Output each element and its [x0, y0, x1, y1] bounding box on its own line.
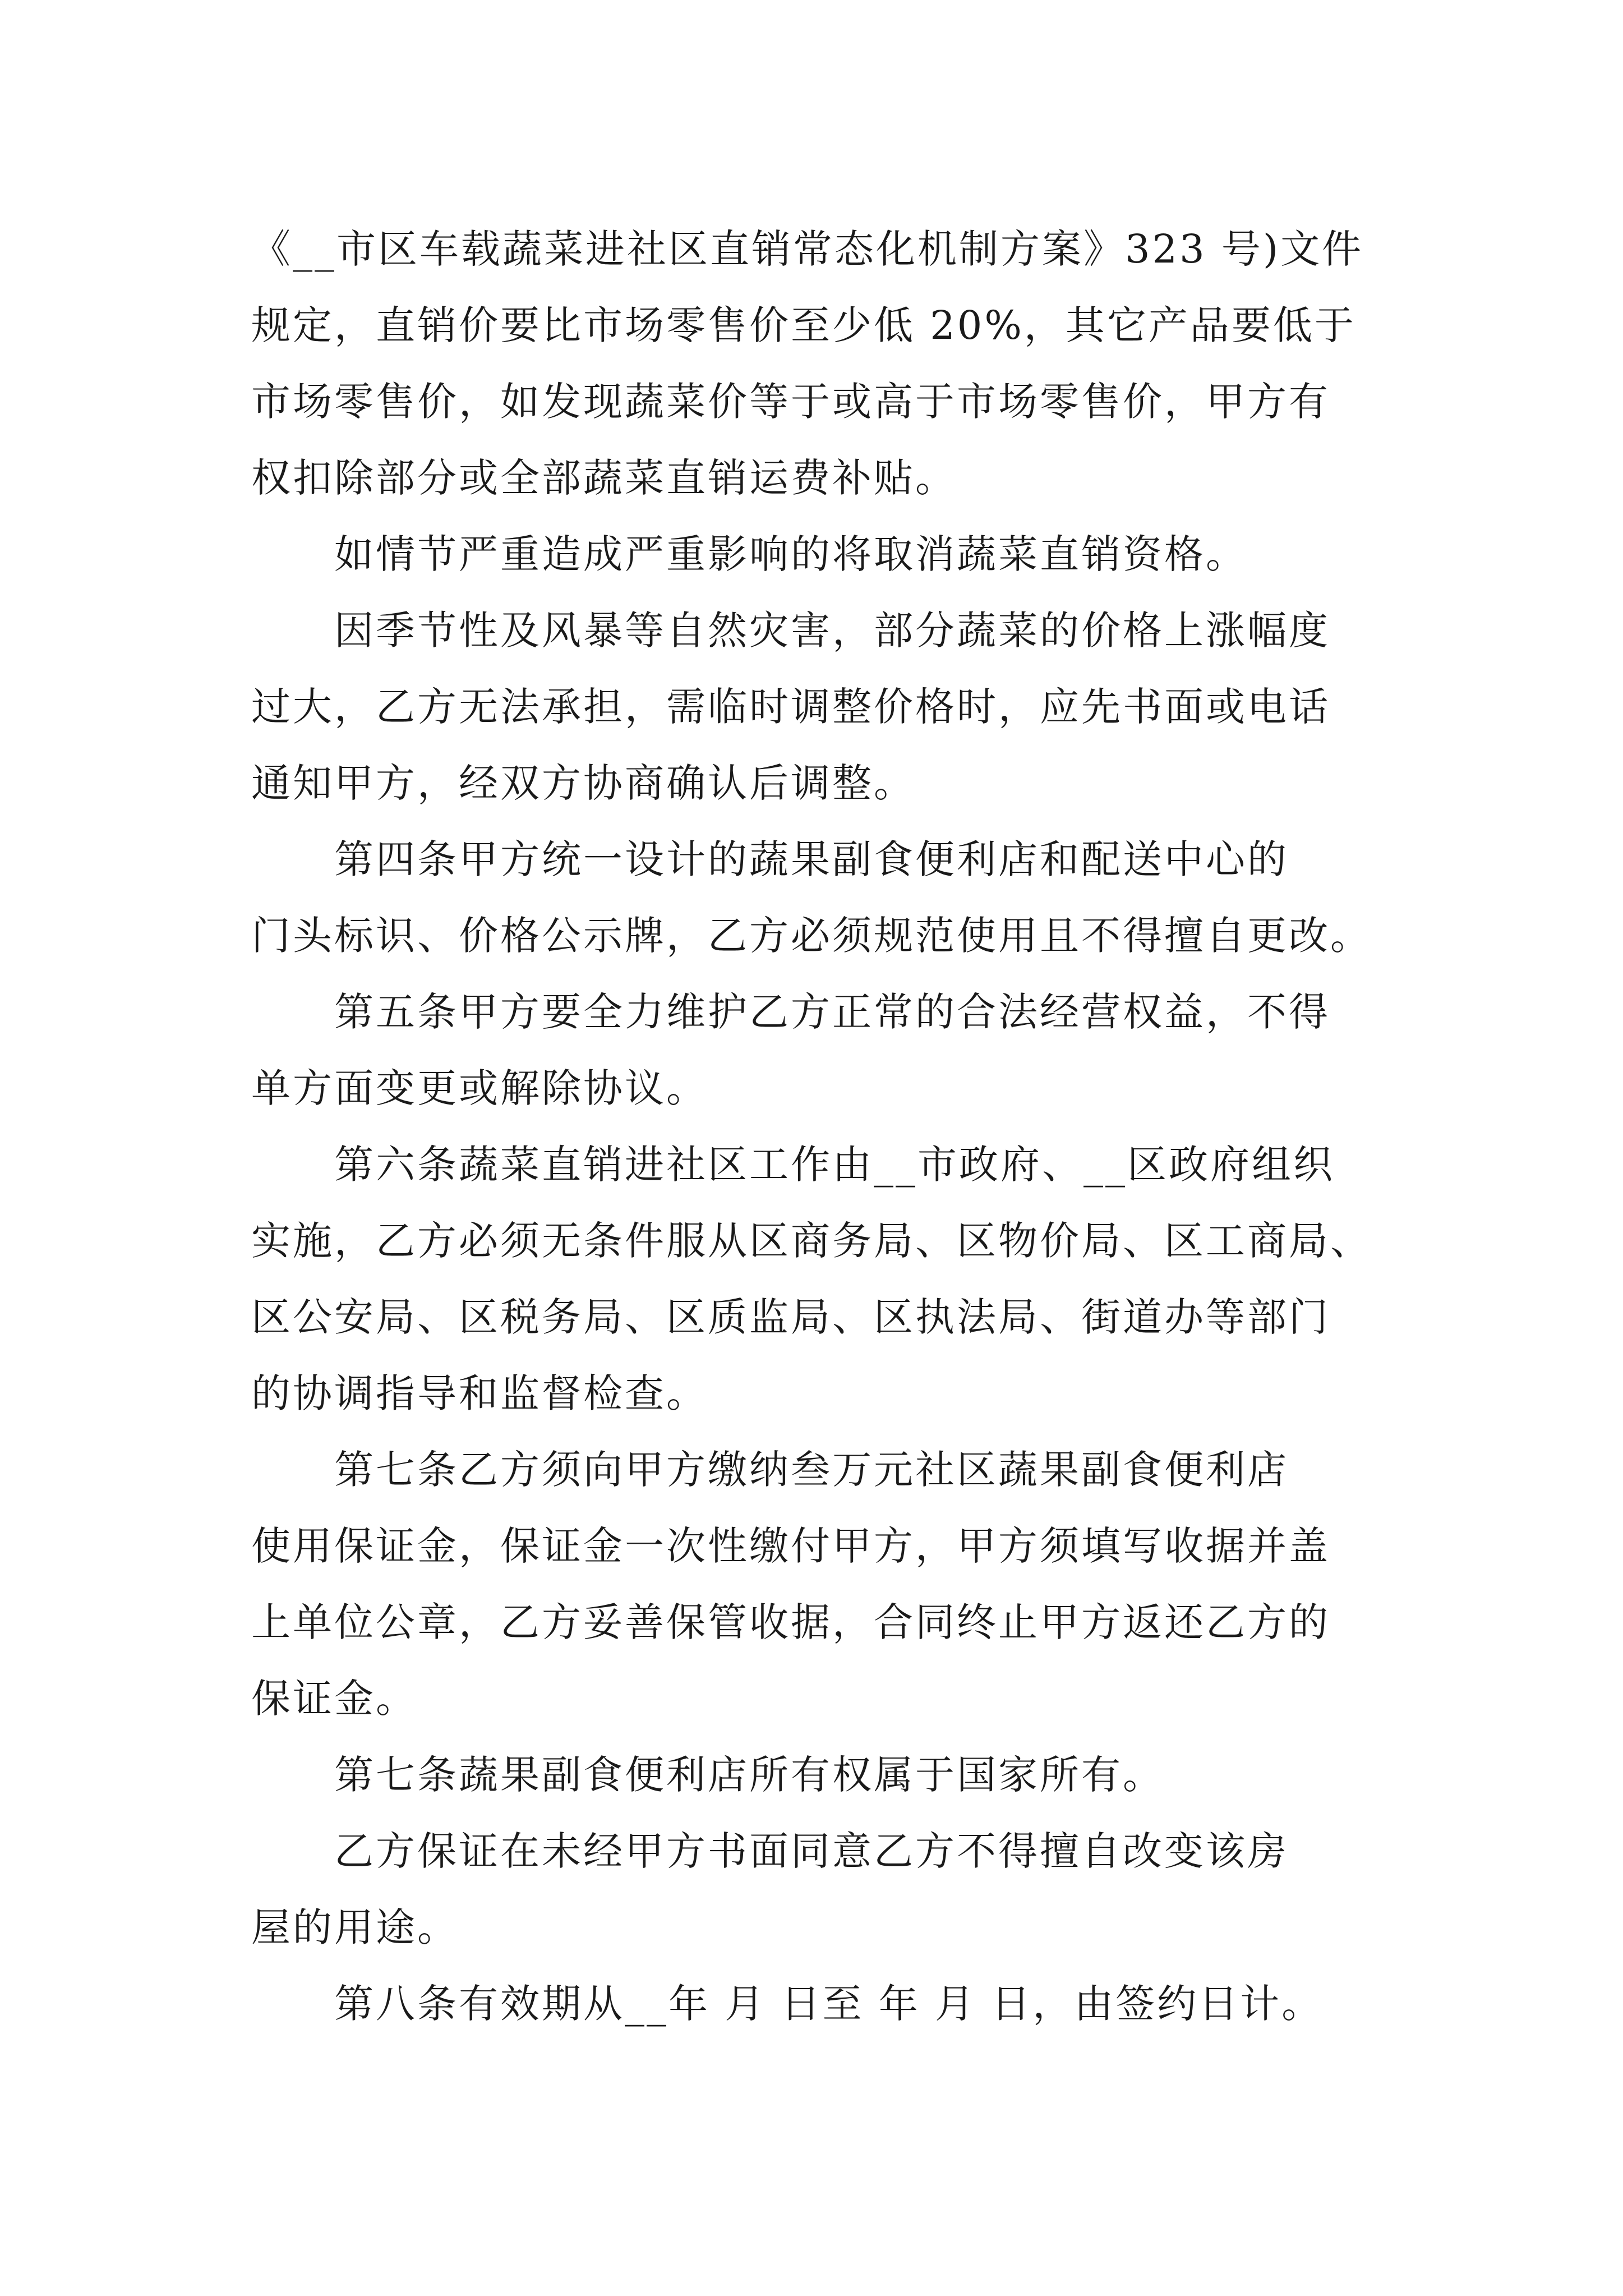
text-line: 通知甲方，经双方协商确认后调整。 [251, 760, 915, 806]
text-line: 上单位公章，乙方妥善保管收据，合同终止甲方返还乙方的 [251, 1599, 1330, 1645]
paragraph-first-line: 如情节严重造成严重影响的将取消蔬菜直销资格。 [334, 531, 1247, 577]
text-line: 权扣除部分或全部蔬菜直销运费补贴。 [251, 455, 957, 501]
paragraph-first-line: 第七条蔬果副食便利店所有权属于国家所有。 [334, 1752, 1164, 1798]
text-line: 过大，乙方无法承担，需临时调整价格时，应先书面或电话 [251, 684, 1330, 730]
text-line: 区公安局、区税务局、区质监局、区执法局、街道办等部门 [251, 1294, 1330, 1340]
paragraph-first-line: 第六条蔬菜直销进社区工作由__市政府、__区政府组织 [334, 1142, 1335, 1188]
paragraph-first-line: 第七条乙方须向甲方缴纳叁万元社区蔬果副食便利店 [334, 1447, 1289, 1493]
paragraph-first-line: 因季节性及风暴等自然灾害，部分蔬菜的价格上涨幅度 [334, 608, 1330, 654]
text-line: 单方面变更或解除协议。 [251, 1065, 708, 1111]
text-line: 的协调指导和监督检查。 [251, 1370, 708, 1416]
text-line: 市场零售价，如发现蔬菜价等于或高于市场零售价，甲方有 [251, 379, 1330, 425]
text-line: 门头标识、价格公示牌，乙方必须规范使用且不得擅自更改。 [251, 913, 1372, 959]
text-line: 保证金。 [251, 1676, 417, 1722]
paragraph-first-line: 第八条有效期从__年 月 日至 年 月 日，由签约日计。 [334, 1981, 1324, 2027]
text-line: 使用保证金，保证金一次性缴付甲方，甲方须填写收据并盖 [251, 1523, 1330, 1569]
text-line: 《__市区车载蔬菜进社区直销常态化机制方案》323 号)文件 [251, 226, 1364, 272]
text-line: 规定，直销价要比市场零售价至少低 20%，其它产品要低于 [251, 302, 1356, 348]
paragraph-first-line: 第五条甲方要全力维护乙方正常的合法经营权益，不得 [334, 989, 1330, 1035]
document-body [251, 211, 1395, 2042]
paragraph-first-line: 乙方保证在未经甲方书面同意乙方不得擅自改变该房 [334, 1828, 1289, 1874]
text-line: 屋的用途。 [251, 1904, 459, 1950]
paragraph-first-line: 第四条甲方统一设计的蔬果副食便利店和配送中心的 [334, 836, 1289, 882]
text-line: 实施，乙方必须无条件服从区商务局、区物价局、区工商局、 [251, 1218, 1372, 1264]
